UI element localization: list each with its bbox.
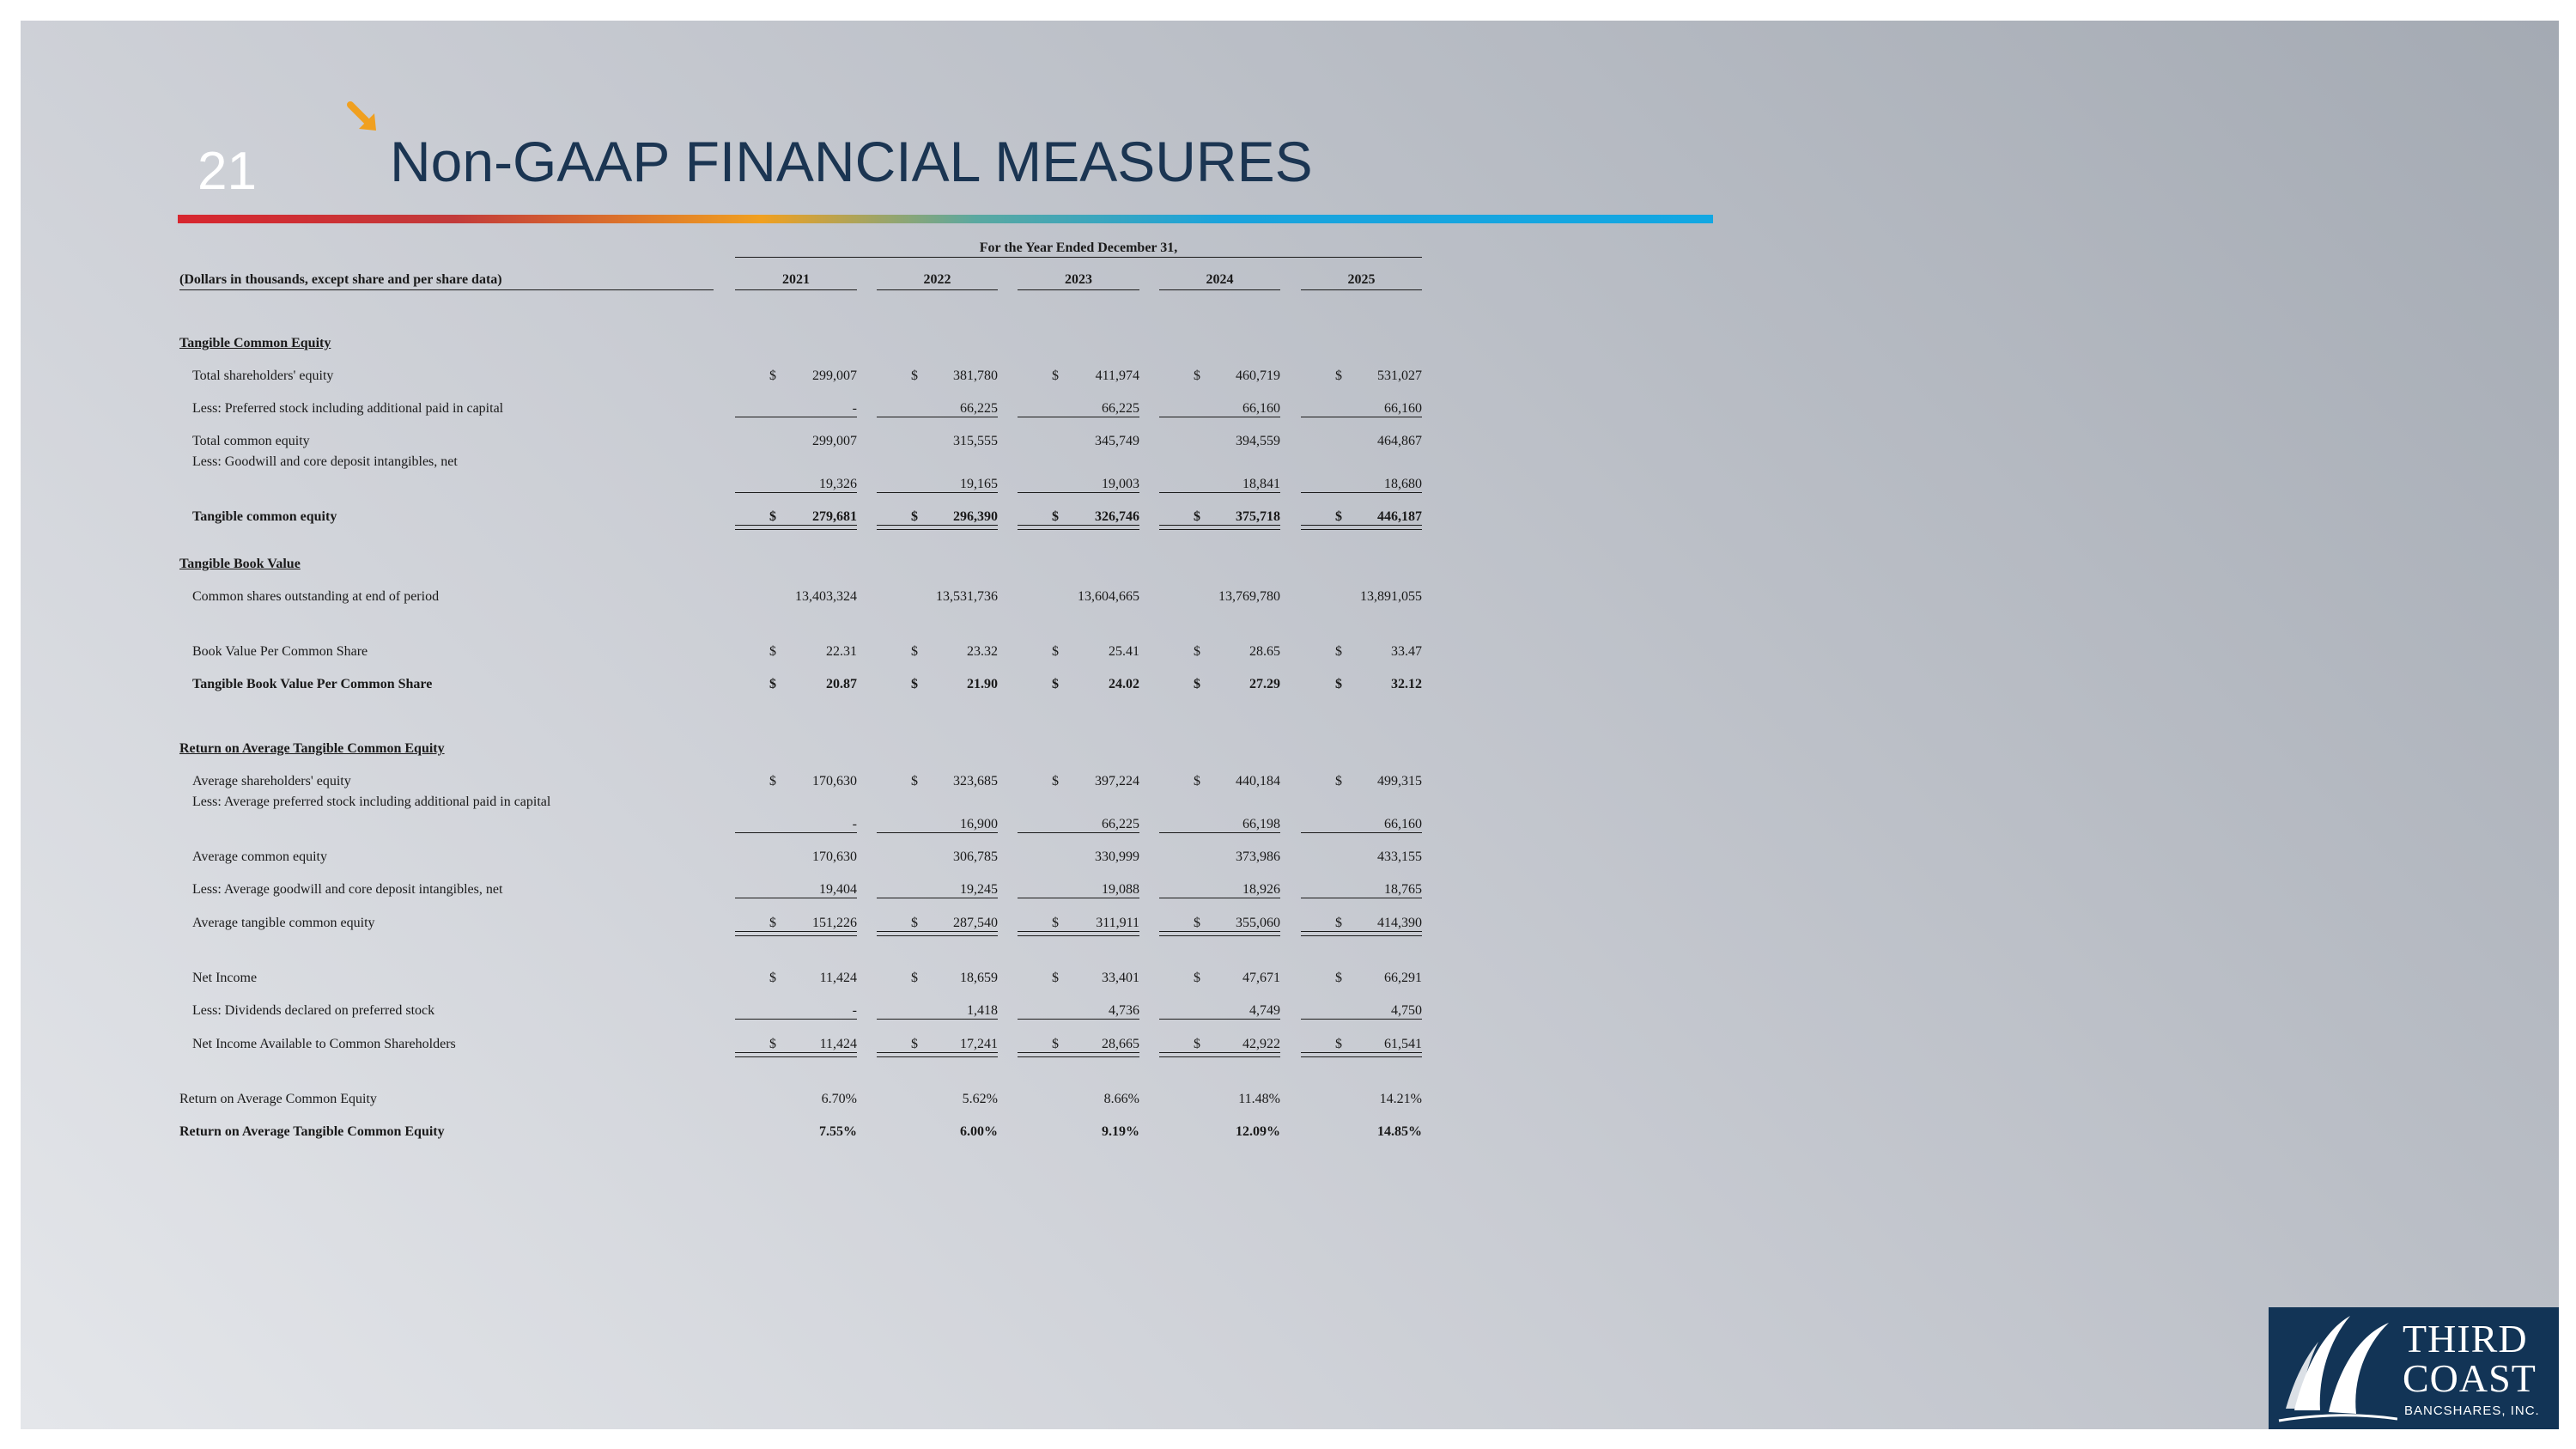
cell-value: 25.41 — [1109, 644, 1139, 659]
cell-value: 6.00% — [960, 1124, 998, 1139]
cell-value: 170,630 — [812, 849, 857, 864]
cell-value: 19,003 — [1102, 477, 1139, 491]
cell-value: 375,718 — [1236, 509, 1280, 524]
cell-underline — [735, 832, 857, 833]
dollar-sign: $ — [911, 677, 918, 691]
row-label: Less: Goodwill and core deposit intangibles, net — [192, 454, 458, 469]
dollar-sign: $ — [769, 677, 776, 691]
cell-double-underline — [877, 529, 998, 530]
cell-value: 5.62% — [962, 1092, 998, 1106]
cell-value: 355,060 — [1236, 916, 1280, 930]
period-header-rule — [735, 257, 1422, 258]
cell-double-underline — [735, 529, 857, 530]
cell-double-underline — [1159, 935, 1280, 936]
cell-value: 19,404 — [819, 882, 857, 897]
slide-number: 21 — [197, 142, 257, 201]
cell-value: 13,769,780 — [1218, 589, 1280, 604]
cell-value: 33.47 — [1391, 644, 1422, 659]
company-logo — [2269, 1307, 2559, 1429]
cell-value: 13,403,324 — [795, 589, 857, 604]
dollar-sign: $ — [769, 916, 776, 930]
cell-value: 18,765 — [1384, 882, 1422, 897]
cell-value: 12.09% — [1236, 1124, 1280, 1139]
cell-value: 299,007 — [812, 434, 857, 448]
cell-underline — [877, 1052, 998, 1053]
units-label-rule — [179, 289, 714, 290]
dollar-sign: $ — [1052, 971, 1059, 985]
cell-value: 397,224 — [1095, 774, 1139, 788]
cell-value: 17,241 — [960, 1037, 998, 1051]
logo-line-third: THIRD — [2403, 1317, 2528, 1361]
cell-value: 19,245 — [960, 882, 998, 897]
cell-value: - — [852, 1003, 857, 1018]
dollar-sign: $ — [1335, 971, 1342, 985]
cell-double-underline — [1301, 529, 1422, 530]
cell-double-underline — [877, 1056, 998, 1057]
cell-value: 42,922 — [1242, 1037, 1280, 1051]
cell-value: 14.85% — [1377, 1124, 1422, 1139]
dollar-sign: $ — [1194, 644, 1200, 659]
dollar-sign: $ — [911, 916, 918, 930]
cell-value: 23.32 — [967, 644, 998, 659]
cell-underline — [1159, 832, 1280, 833]
dollar-sign: $ — [911, 644, 918, 659]
cell-value: 66,160 — [1242, 401, 1280, 416]
slide — [21, 21, 2559, 1429]
cell-value: 66,225 — [1102, 401, 1139, 416]
cell-underline — [1301, 931, 1422, 932]
cell-underline — [1018, 492, 1139, 493]
cell-value: 414,390 — [1377, 916, 1422, 930]
cell-underline — [1018, 1019, 1139, 1020]
cell-value: 4,749 — [1249, 1003, 1280, 1018]
cell-underline — [1301, 1019, 1422, 1020]
cell-value: 18,659 — [960, 971, 998, 985]
cell-double-underline — [1018, 935, 1139, 936]
cell-double-underline — [1018, 529, 1139, 530]
dollar-sign: $ — [769, 644, 776, 659]
cell-value: 9.19% — [1102, 1124, 1139, 1139]
period-header: For the Year Ended December 31, — [979, 240, 1178, 255]
cell-underline — [877, 832, 998, 833]
cell-double-underline — [1159, 529, 1280, 530]
cell-value: 8.66% — [1103, 1092, 1139, 1106]
cell-underline — [735, 492, 857, 493]
cell-underline — [877, 492, 998, 493]
cell-value: 66,225 — [960, 401, 998, 416]
dollar-sign: $ — [1052, 677, 1059, 691]
dollar-sign: $ — [1335, 916, 1342, 930]
row-label: Tangible common equity — [192, 509, 337, 524]
row-label: Less: Average goodwill and core deposit intangibles, net — [192, 882, 503, 897]
row-label: Return on Average Tangible Common Equity — [179, 1124, 445, 1139]
row-label: Average common equity — [192, 849, 327, 864]
row-label: Less: Average preferred stock including additional paid in capital — [192, 795, 551, 809]
cell-value: 20.87 — [826, 677, 857, 691]
cell-value: - — [852, 817, 857, 831]
cell-value: 170,630 — [812, 774, 857, 788]
cell-value: 18,680 — [1384, 477, 1422, 491]
dollar-sign: $ — [911, 774, 918, 788]
cell-value: 433,155 — [1377, 849, 1422, 864]
cell-underline — [1301, 832, 1422, 833]
year-header: 2021 — [782, 272, 810, 287]
year-header: 2024 — [1206, 272, 1234, 287]
year-header-rule — [1018, 289, 1139, 290]
dollar-sign: $ — [911, 509, 918, 524]
sail-logo-icon — [2269, 1307, 2397, 1429]
cell-value: 311,911 — [1096, 916, 1139, 930]
cell-double-underline — [877, 935, 998, 936]
dollar-sign: $ — [1194, 677, 1200, 691]
row-label: Average shareholders' equity — [192, 774, 351, 788]
cell-value: 28,665 — [1102, 1037, 1139, 1051]
section-heading: Tangible Book Value — [179, 557, 301, 571]
dollar-sign: $ — [911, 368, 918, 383]
cell-double-underline — [1301, 935, 1422, 936]
cell-underline — [1018, 931, 1139, 932]
cell-value: 61,541 — [1384, 1037, 1422, 1051]
cell-value: 19,088 — [1102, 882, 1139, 897]
cell-value: 299,007 — [812, 368, 857, 383]
cell-value: 446,187 — [1377, 509, 1422, 524]
dollar-sign: $ — [1052, 774, 1059, 788]
non-gaap-table — [21, 21, 1480, 1223]
cell-value: 22.31 — [826, 644, 857, 659]
cell-value: 66,198 — [1242, 817, 1280, 831]
cell-value: 381,780 — [953, 368, 998, 383]
cell-underline — [1301, 1052, 1422, 1053]
dollar-sign: $ — [769, 774, 776, 788]
cell-underline — [1159, 1019, 1280, 1020]
dollar-sign: $ — [769, 1037, 776, 1051]
cell-value: - — [852, 401, 857, 416]
cell-double-underline — [1018, 1056, 1139, 1057]
cell-value: 33,401 — [1102, 971, 1139, 985]
dollar-sign: $ — [1335, 677, 1342, 691]
row-label: Tangible Book Value Per Common Share — [192, 677, 433, 691]
cell-value: 66,291 — [1384, 971, 1422, 985]
cell-value: 7.55% — [819, 1124, 857, 1139]
cell-underline — [735, 1019, 857, 1020]
cell-value: 24.02 — [1109, 677, 1139, 691]
cell-value: 306,785 — [953, 849, 998, 864]
cell-value: 315,555 — [953, 434, 998, 448]
dollar-sign: $ — [1194, 774, 1200, 788]
year-header: 2025 — [1347, 272, 1376, 287]
dollar-sign: $ — [1194, 971, 1200, 985]
cell-value: 4,736 — [1109, 1003, 1139, 1018]
cell-underline — [1301, 492, 1422, 493]
row-label: Less: Dividends declared on preferred stock — [192, 1003, 435, 1018]
section-heading: Tangible Common Equity — [179, 336, 331, 350]
cell-value: 16,900 — [960, 817, 998, 831]
dollar-sign: $ — [1194, 509, 1200, 524]
cell-underline — [877, 931, 998, 932]
dollar-sign: $ — [911, 1037, 918, 1051]
cell-value: 13,531,736 — [936, 589, 998, 604]
cell-value: 18,926 — [1242, 882, 1280, 897]
cell-value: 330,999 — [1095, 849, 1139, 864]
dollar-sign: $ — [1194, 916, 1200, 930]
cell-underline — [1159, 1052, 1280, 1053]
cell-value: 460,719 — [1236, 368, 1280, 383]
slide-title: Non-GAAP FINANCIAL MEASURES — [390, 130, 1313, 193]
dollar-sign: $ — [769, 971, 776, 985]
cell-value: 323,685 — [953, 774, 998, 788]
cell-value: 11,424 — [819, 1037, 857, 1051]
cell-underline — [735, 931, 857, 932]
row-label: Less: Preferred stock including additional paid in capital — [192, 401, 504, 416]
year-header-rule — [735, 289, 857, 290]
dollar-sign: $ — [1052, 644, 1059, 659]
cell-value: 394,559 — [1236, 434, 1280, 448]
dollar-sign: $ — [1335, 1037, 1342, 1051]
logo-line-coast: COAST — [2403, 1356, 2537, 1400]
cell-double-underline — [1301, 1056, 1422, 1057]
cell-value: 11.48% — [1238, 1092, 1280, 1106]
dollar-sign: $ — [1194, 1037, 1200, 1051]
section-heading: Return on Average Tangible Common Equity — [179, 741, 445, 756]
cell-value: 18,841 — [1242, 477, 1280, 491]
cell-value: 14.21% — [1379, 1092, 1422, 1106]
cell-underline — [877, 1019, 998, 1020]
cell-value: 6.70% — [821, 1092, 857, 1106]
cell-double-underline — [735, 935, 857, 936]
dollar-sign: $ — [1335, 644, 1342, 659]
cell-value: 345,749 — [1095, 434, 1139, 448]
cell-underline — [1159, 492, 1280, 493]
dollar-sign: $ — [1052, 509, 1059, 524]
cell-value: 1,418 — [967, 1003, 998, 1018]
cell-underline — [1159, 931, 1280, 932]
row-label: Total shareholders' equity — [192, 368, 334, 383]
cell-value: 47,671 — [1242, 971, 1280, 985]
year-header: 2022 — [923, 272, 951, 287]
cell-value: 287,540 — [953, 916, 998, 930]
dollar-sign: $ — [769, 368, 776, 383]
cell-underline — [1018, 1052, 1139, 1053]
row-label: Common shares outstanding at end of period — [192, 589, 440, 604]
cell-value: 326,746 — [1095, 509, 1139, 524]
cell-value: 66,160 — [1384, 817, 1422, 831]
year-header-rule — [1301, 289, 1422, 290]
row-label: Average tangible common equity — [192, 916, 375, 930]
cell-underline — [735, 525, 857, 526]
year-header-rule — [877, 289, 998, 290]
dollar-sign: $ — [1335, 368, 1342, 383]
dollar-sign: $ — [1052, 916, 1059, 930]
cell-underline — [735, 1052, 857, 1053]
cell-value: 13,604,665 — [1078, 589, 1139, 604]
cell-value: 11,424 — [819, 971, 857, 985]
cell-value: 4,750 — [1391, 1003, 1422, 1018]
dollar-sign: $ — [1194, 368, 1200, 383]
row-label: Net Income — [192, 971, 258, 985]
cell-value: 151,226 — [812, 916, 857, 930]
dollar-sign: $ — [911, 971, 918, 985]
cell-value: 32.12 — [1391, 677, 1422, 691]
logo-line-bancshares: BANCSHARES, INC. — [2404, 1403, 2540, 1418]
cell-value: 13,891,055 — [1360, 589, 1422, 604]
cell-value: 296,390 — [953, 509, 998, 524]
cell-value: 440,184 — [1236, 774, 1280, 788]
cell-value: 499,315 — [1377, 774, 1422, 788]
row-label: Return on Average Common Equity — [179, 1092, 377, 1106]
dollar-sign: $ — [1335, 774, 1342, 788]
cell-value: 279,681 — [812, 509, 857, 524]
row-label: Book Value Per Common Share — [192, 644, 368, 659]
row-label: Total common equity — [192, 434, 310, 448]
cell-double-underline — [1159, 1056, 1280, 1057]
cell-value: 373,986 — [1236, 849, 1280, 864]
cell-underline — [1018, 525, 1139, 526]
row-label: Net Income Available to Common Shareholders — [192, 1037, 456, 1051]
cell-value: 66,225 — [1102, 817, 1139, 831]
units-label: (Dollars in thousands, except share and per share data) — [179, 272, 502, 287]
cell-value: 531,027 — [1377, 368, 1422, 383]
cell-value: 19,165 — [960, 477, 998, 491]
cell-value: 21.90 — [967, 677, 998, 691]
cell-value: 464,867 — [1377, 434, 1422, 448]
cell-value: 411,974 — [1095, 368, 1139, 383]
dollar-sign: $ — [1335, 509, 1342, 524]
year-header-rule — [1159, 289, 1280, 290]
cell-double-underline — [735, 1056, 857, 1057]
dollar-sign: $ — [1052, 1037, 1059, 1051]
cell-underline — [1301, 525, 1422, 526]
cell-underline — [1018, 832, 1139, 833]
dollar-sign: $ — [1052, 368, 1059, 383]
cell-value: 27.29 — [1249, 677, 1280, 691]
cell-value: 66,160 — [1384, 401, 1422, 416]
cell-underline — [1159, 525, 1280, 526]
cell-underline — [877, 525, 998, 526]
cell-value: 28.65 — [1249, 644, 1280, 659]
dollar-sign: $ — [769, 509, 776, 524]
cell-value: 19,326 — [819, 477, 857, 491]
year-header: 2023 — [1065, 272, 1092, 287]
